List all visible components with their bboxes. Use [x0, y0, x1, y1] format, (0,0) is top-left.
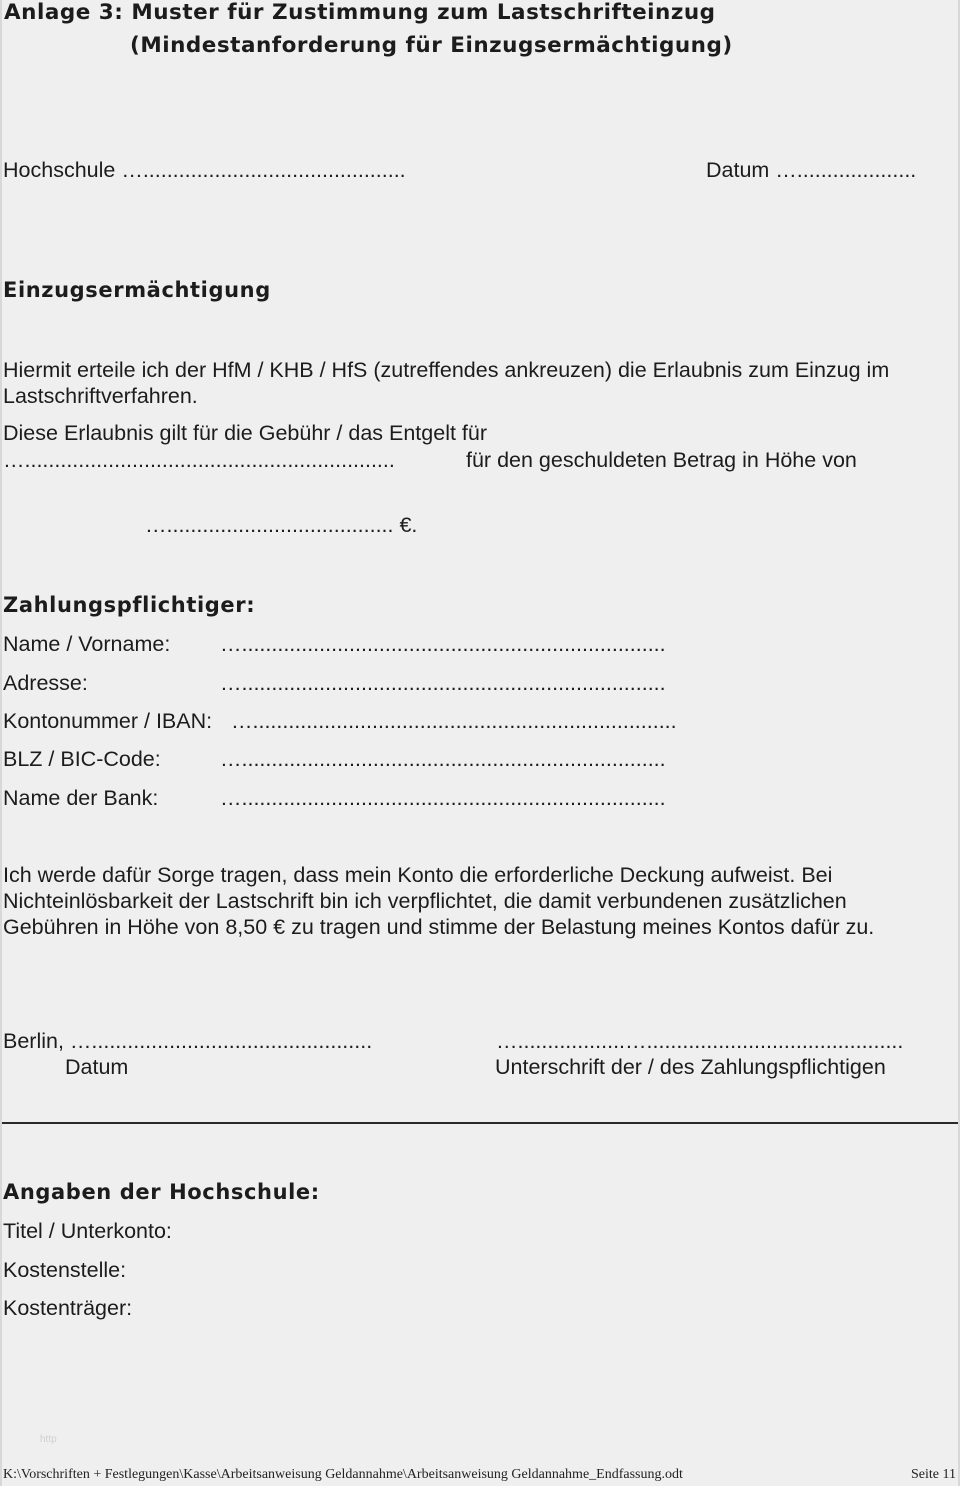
payer-label-bic: BLZ / BIC-Code: — [3, 747, 161, 771]
authorization-heading: Einzugsermächtigung — [3, 278, 271, 302]
university-field-cost-unit: Kostenträger: — [3, 1296, 133, 1320]
title-line-1: Anlage 3: Muster für Zustimmung zum Lastschrifteinzug — [4, 0, 716, 25]
footer-path: K:\Vorschriften + Festlegungen\Kasse\Arbeitsanweisung Geldannahme\Arbeitsanweisung Geldannahme_Endfassung.odt — [3, 1467, 683, 1482]
declaration-paragraph: Ich werde dafür Sorge tragen, dass mein Konto die erforderliche Deckung aufweist. Bei Nichteinlösbarkeit der Lastschrift bin ich verpflichtet, die damit verbundenen zusätzlichen Gebühren in Höhe von 8,50 € zu tragen und stimme der Belastung meines Kontos dafür zu. — [3, 863, 875, 939]
fee-amount-text: für den geschuldeten Betrag in Höhe von — [466, 448, 857, 472]
footer-page-number: Seite 11 — [911, 1467, 956, 1482]
page-left-edge — [0, 0, 2, 1486]
datum-field: Datum ….................... — [706, 158, 917, 182]
payer-value-address: …....................................................................... — [220, 671, 666, 695]
title-line-2: (Mindestanforderung für Einzugsermächtigung) — [130, 33, 733, 58]
payer-value-name: …....................................................................... — [220, 632, 666, 656]
watermark-text: http — [40, 1434, 57, 1445]
signature-line: …..................…........................................... — [496, 1029, 904, 1053]
section-divider — [2, 1122, 958, 1124]
date-label: Datum — [65, 1055, 129, 1079]
authorization-paragraph: Hiermit erteile ich der HfM / KHB / HfS (zutreffendes ankreuzen) die Erlaubnis zum Einzug im Lastschriftverfahren. — [3, 358, 890, 408]
university-field-cost-center: Kostenstelle: — [3, 1258, 127, 1282]
university-heading: Angaben der Hochschule: — [3, 1180, 320, 1204]
payer-value-bank: …....................................................................... — [220, 786, 666, 810]
payer-label-name: Name / Vorname: — [3, 632, 171, 656]
fee-line: Diese Erlaubnis gilt für die Gebühr / das Entgelt für — [3, 421, 488, 445]
payer-label-address: Adresse: — [3, 671, 88, 695]
amount-line: …...................................... €. — [145, 513, 418, 537]
hochschule-field: Hochschule …............................................ — [3, 158, 406, 182]
place-date-line: Berlin, …............................................... — [3, 1029, 373, 1053]
signature-label: Unterschrift der / des Zahlungspflichtigen — [495, 1055, 886, 1079]
university-field-title: Titel / Unterkonto: — [3, 1219, 172, 1243]
payer-value-bic: …....................................................................... — [220, 747, 666, 771]
payer-label-bank: Name der Bank: — [3, 786, 159, 810]
payer-value-iban: …....................................................................... — [231, 709, 677, 733]
payer-label-iban: Kontonummer / IBAN: — [3, 709, 213, 733]
payer-heading: Zahlungspflichtiger: — [3, 593, 256, 617]
fee-dots: ….............................................................. — [3, 448, 395, 472]
